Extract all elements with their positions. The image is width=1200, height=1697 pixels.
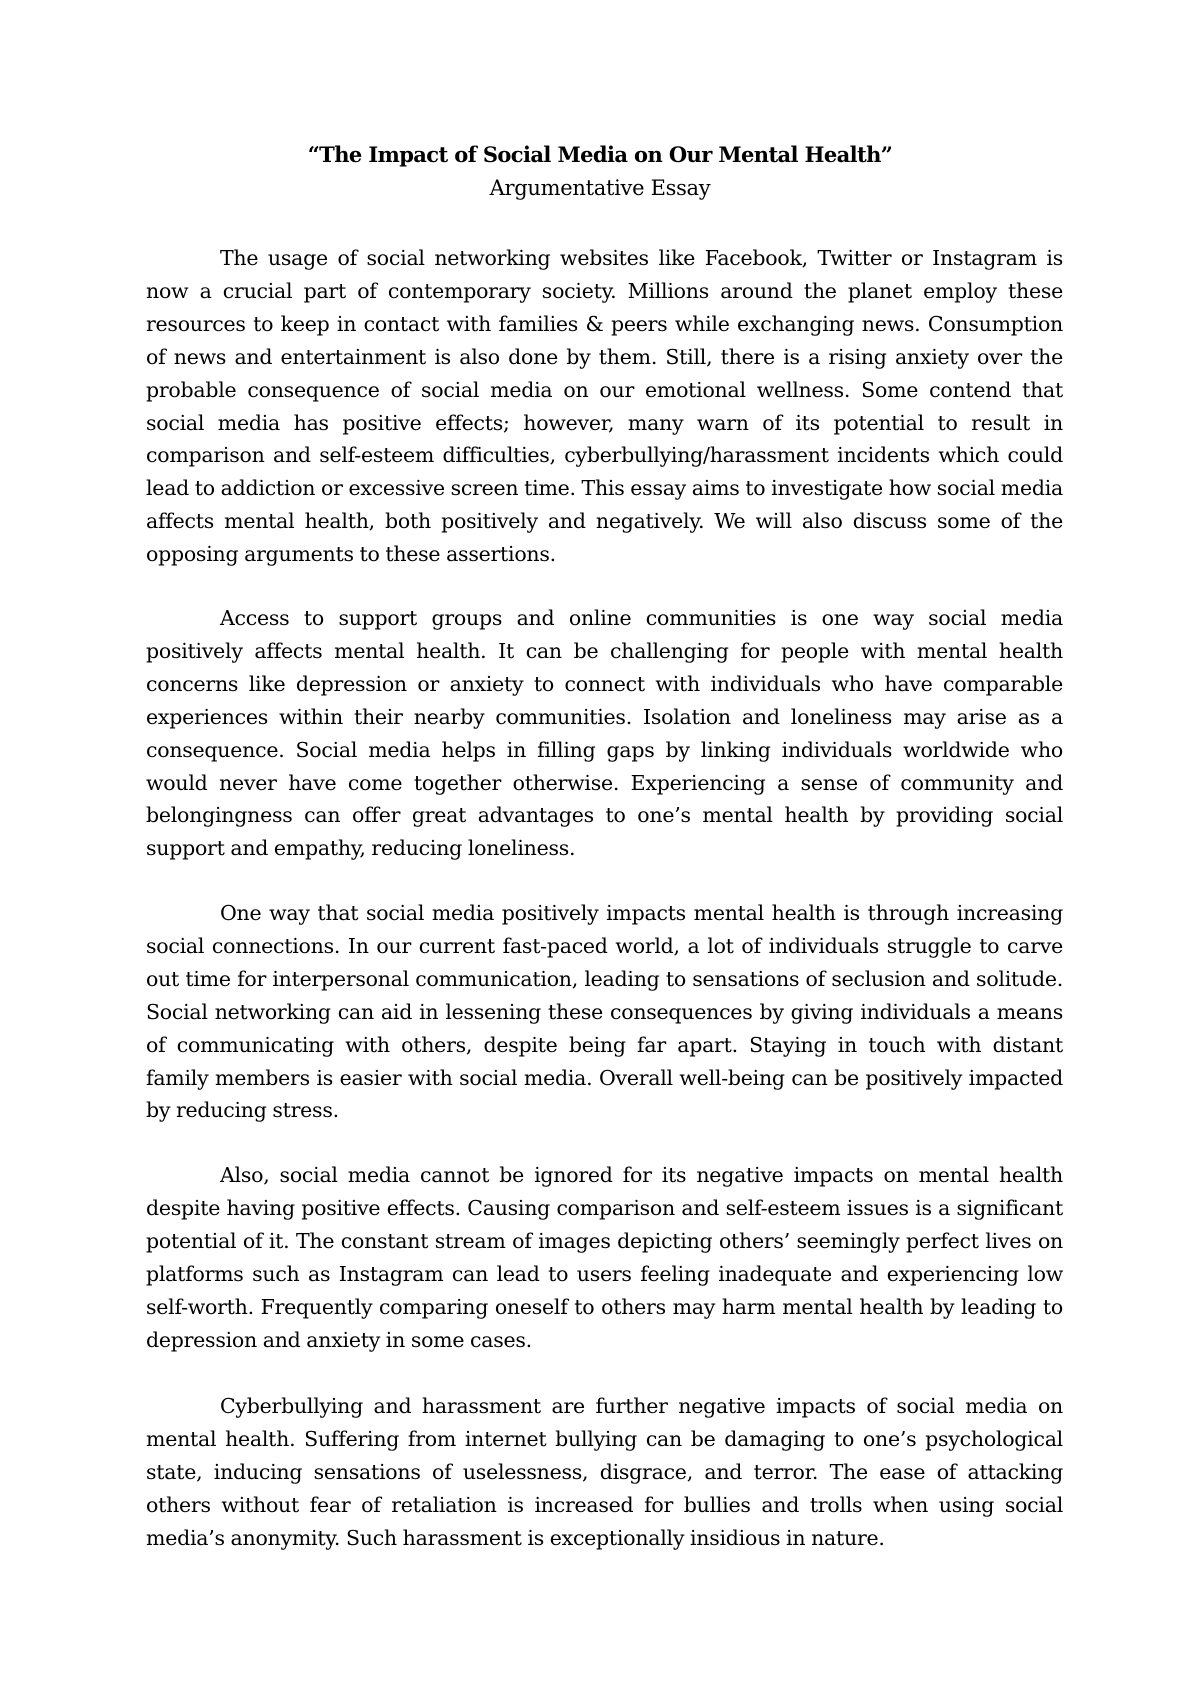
paragraph-social-connections: One way that social media positively impacts mental health is through increasing social connections. In our current fast-paced world, a lot of individuals struggle to carve out time for interpersonal communication, leading to sensations of seclusion and solitude. Social networking can aid in lessening these consequences by giving individuals a means of communicating with others, despite being far apart. Staying in touch with distant family members is easier with social media. Overall well-being can be positively impacted by reducing stress. [146,901,1063,1123]
essay-title: “The Impact of Social Media on Our Mental Health” [307,142,893,167]
paragraph-comparison-self-esteem: Also, social media cannot be ignored for its negative impacts on mental health despite having positive effects. Causing comparison and self-esteem issues is a significant potential of it. The constant stream of images depicting others’ seemingly perfect lives on platforms such as Instagram can lead to users feeling inadequate and experiencing low self-worth. Frequently comparing oneself to others may harm mental health by leading to depression and anxiety in some cases. [146,1163,1063,1352]
paragraph-cyberbullying: Cyberbullying and harassment are further negative impacts of social media on mental health. Suffering from internet bullying can be damaging to one’s psychological state, inducing sensations of uselessness, disgrace, and terror. The ease of attacking others without fear of retaliation is increased for bullies and trolls when using social media’s anonymity. Such harassment is exceptionally insidious in nature. [146,1394,1063,1550]
essay-subtitle: Argumentative Essay [489,176,711,200]
paragraph-support-groups: Access to support groups and online communities is one way social media positively affects mental health. It can be challenging for people with mental health concerns like depression or anxiety to connect with individuals who have comparable experiences within their nearby communities. Isolation and loneliness may arise as a consequence. Social media helps in filling gaps by linking individuals worldwide who would never have come together otherwise. Experiencing a sense of community and belongingness can offer great advantages to one’s mental health by providing social support and empathy, reducing loneliness. [146,606,1063,861]
paragraph-intro: The usage of social networking websites like Facebook, Twitter or Instagram is now a crucial part of contemporary society. Millions around the planet employ these resources to keep in contact with families & peers while exchanging news. Consumption of news and entertainment is also done by them. Still, there is a rising anxiety over the probable consequence of social media on our emotional wellness. Some contend that social media has positive effects; however, many warn of its potential to result in comparison and self-esteem difficulties, cyberbullying/harassment incidents which could lead to addiction or excessive screen time. This essay aims to investigate how social media affects mental health, both positively and negatively. We will also discuss some of the opposing arguments to these assertions. [146,246,1063,567]
